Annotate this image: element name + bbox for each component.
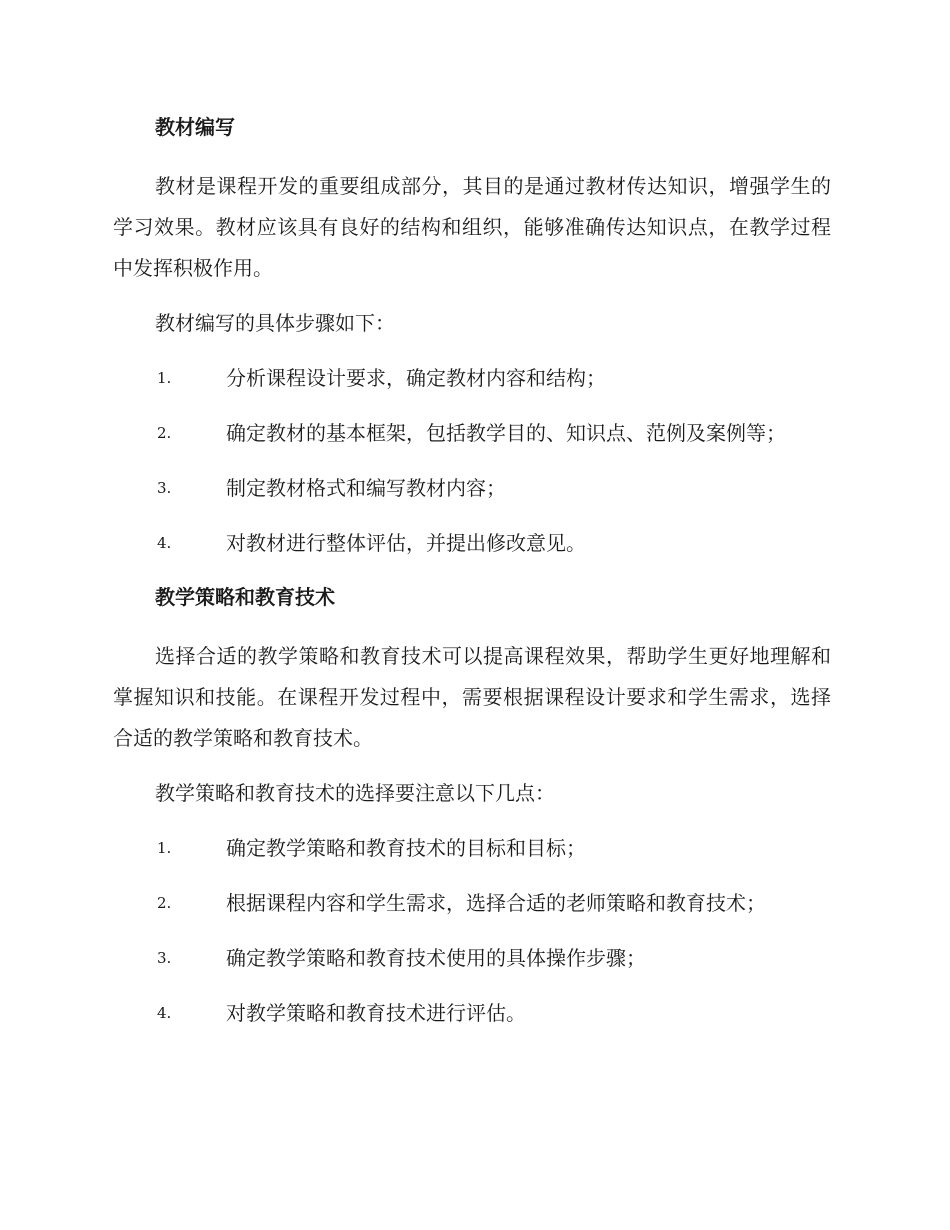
list-text: 确定教学策略和教育技术的目标和目标；: [226, 836, 586, 860]
list-text: 对教学策略和教育技术进行评估。: [226, 1001, 526, 1025]
section-heading-textbook-writing: 教材编写: [155, 115, 235, 139]
list-text: 对教材进行整体评估，并提出修改意见。: [226, 531, 586, 555]
list-item: [113, 358, 831, 399]
list-item: [113, 938, 831, 979]
section-heading-teaching-strategy: 教学策略和教育技术: [155, 585, 335, 609]
list-item: [113, 883, 831, 924]
list-number: 1.: [157, 839, 172, 857]
list-number: 3.: [157, 479, 172, 497]
list-number: 3.: [157, 949, 172, 967]
list-item: [113, 413, 831, 454]
list-number: 4.: [157, 534, 172, 552]
list-number: 1.: [157, 369, 172, 387]
paragraph: 教材编写的具体步骤如下：: [155, 311, 395, 335]
document-content: [113, 108, 831, 1048]
paragraph: 选择合适的教学策略和教育技术可以提高课程效果，帮助学生更好地理解和掌握知识和技能。在课程开发过程中，需要根据课程设计要求和学生需求，选择合适的教学策略和教育技术。: [113, 644, 831, 750]
list-text: 分析课程设计要求，确定教材内容和结构；: [226, 366, 606, 390]
list-text: 制定教材格式和编写教材内容；: [226, 476, 506, 500]
list-item: [113, 468, 831, 509]
numbered-list: [113, 828, 831, 1034]
list-text: 确定教材的基本框架，包括教学目的、知识点、范例及案例等；: [226, 421, 786, 445]
numbered-list: [113, 358, 831, 564]
paragraph: 教学策略和教育技术的选择要注意以下几点：: [155, 781, 555, 805]
list-number: 2.: [157, 424, 172, 442]
list-item: [113, 828, 831, 869]
list-text: 根据课程内容和学生需求，选择合适的老师策略和教育技术；: [226, 891, 766, 915]
list-number: 4.: [157, 1004, 172, 1022]
list-item: [113, 523, 831, 564]
list-number: 2.: [157, 894, 172, 912]
list-text: 确定教学策略和教育技术使用的具体操作步骤；: [226, 946, 646, 970]
list-item: [113, 993, 831, 1034]
paragraph: 教材是课程开发的重要组成部分，其目的是通过教材传达知识，增强学生的学习效果。教材应该具有良好的结构和组织，能够准确传达知识点，在教学过程中发挥积极作用。: [113, 174, 831, 280]
